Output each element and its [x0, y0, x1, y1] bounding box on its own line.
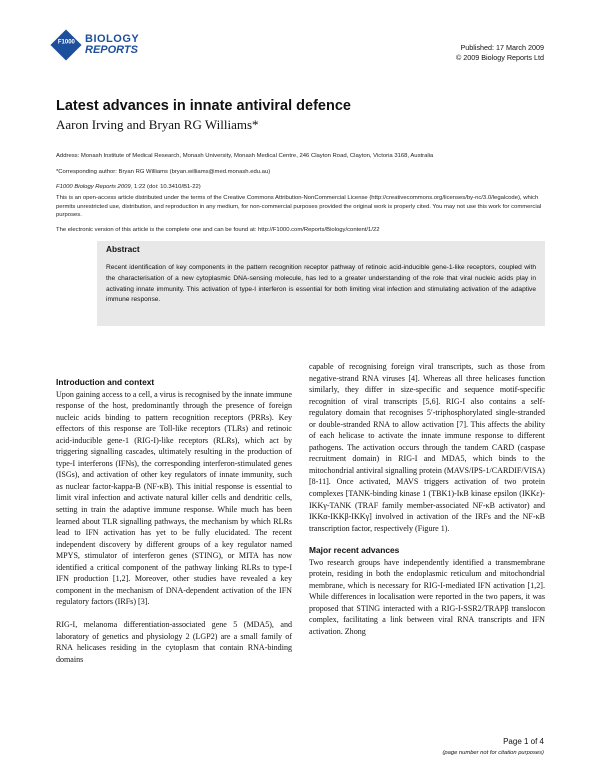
paragraph: Upon gaining access to a cell, a virus is recognised by the innate immune response of the host, predominantly through the presence of foreign nucleic acids binding to pattern recognition receptors (PRRs). Key effectors of this response are Toll-like receptors (TLRs) and retinoic acid-inducible gene-1 (RIG-I)-like receptors (RLRs), which act by triggering signalling cascades, ultimately resulting in the production of type-I interferons (IFNs), the corresponding interferon-stimulated genes (ISGs), and activation of other key regulators of innate immunity, such as nuclear factor-kappa-B (NF-κB). This initial response is essential to limit viral infection and activate natural killer cells and dendritic cells, setting in train the adaptive immune response. While much has been learned about TLR signalling pathways, the mechanism by which RLRs lead to IFN activation has yet to be fully elucidated. The recent independent discovery by different groups of a key regulator named MPYS, stimulator of interferon genes (STING), or MITA has now identified a critical component of the pathway linking RLRs to type-I IFN production [1,2]. Moreover, other studies have revealed a key component in the mechanism of DNA-dependent activation of the IFN regulatory factors (IRFs) [3].: [56, 389, 292, 607]
copyright: © 2009 Biology Reports Ltd: [455, 53, 544, 62]
page-number-note: (page number not for citation purposes): [442, 750, 544, 756]
section-heading-introduction: Introduction and context: [56, 377, 155, 387]
logo-badge-icon: [50, 29, 81, 60]
logo-badge-text: F1000: [57, 39, 75, 46]
electronic-version-note: The electronic version of this article is the complete one and can be found at: http://F1000.com/Reports/Biology/content/1/22: [56, 227, 380, 233]
paragraph: RIG-I, melanoma differentiation-associated gene 5 (MDA5), and laboratory of genetics and physiology 2 (LGP2) are a small family of RNA helicases residing in the cytoplasm that contain RNA-binding domains: [56, 620, 292, 665]
citation-doi: 1:22 (doi: 10.3410/B1-22): [132, 184, 201, 190]
logo-line-2: REPORTS: [85, 44, 138, 56]
logo-line-1: BIOLOGY: [85, 33, 140, 45]
corresponding-author: *Corresponding author: Bryan RG Williams (bryan.williams@med.monash.edu.au): [56, 169, 271, 175]
abstract-heading: Abstract: [106, 244, 140, 254]
published-date: Published: 17 March 2009: [460, 43, 544, 52]
abstract-text: Recent identification of key components in the pattern recognition receptor pathway of retinoic acid-inducible gene-1-like receptors, coupled with the characterisation of a new cytoplasmic DNA-sensing molecule, has led to a greater understanding of the role that viral nucleic acids play in activating innate immunity. This activation of type-I interferon is essential for both limiting viral infection and stimulating activation of the adaptive immune response.: [106, 264, 536, 304]
license-text: This is an open-access article distributed under the terms of the Creative Commons Attribution-NonCommercial License (http://creativecommons.org/licenses/by-nc/3.0/legalcode), which permits unrestricted use, distribution, and reproduction in any medium, for non-commercial purposes provided the original work is properly cited. You may not use this work for commercial purposes.: [56, 195, 542, 219]
publication-info: [456, 43, 544, 63]
section-heading-major-advances: Major recent advances: [309, 545, 400, 556]
journal-logo: [55, 34, 139, 56]
paragraph: capable of recognising foreign viral transcripts, such as those from negative-strand RNA viruses [4]. Whereas all three helicases function similarly, they differ in size-specific and sequence motif-specific recognition of viral transcripts [5,6]. RIG-I also contains a self-regulatory domain that recognises 5′-triphosphorylated single-stranded or double-stranded RNA to allow activation [7]. This affects the ability of each helicase to activate the innate immune response to different pathogens. The activation occurs through the tandem CARD (caspase recruitment domain) in RIG-I and MDA5, which binds to the mitochondrial antiviral signalling protein (MAVS/IPS-1/CARDIF/VISA) [8-11]. Once activated, MAVS triggers activation of two protein complexes [TANK-binding kinase 1 (TBK1)-IκB kinase epsilon (IKKε)-IKKγ-TANK (TRAF family member-associated NF-κB activator) and IKKα-IKKβ-IKKγ] involved in activation of the IRFs and the NF-κB transcription factor, respectively (Figure 1).: [309, 362, 545, 533]
body-column-left: [56, 377, 292, 666]
paragraph: Two research groups have independently identified a transmembrane protein, residing in both the endoplasmic reticulum and mitochondrial membrane, which is necessary for RIG-I-mediated IFN activation [1,2]. While differences in localisation were reported in the two papers, it was proposed that STING interacted with a RIG-I-SSR2/TRAPβ translocon complex, facilitating a link between viral RNA transcripts and IFN activation. Zhong: [309, 557, 545, 636]
author-address: Address: Monash Institute of Medical Research, Monash University, Monash Medical Centre, 246 Clayton Road, Clayton, Victoria 3168, Australia: [56, 153, 434, 159]
page-number: Page 1 of 4: [503, 737, 544, 746]
body-column-right: [309, 361, 545, 638]
citation-journal: F1000 Biology Reports 2009,: [56, 184, 133, 190]
article-title: Latest advances in innate antiviral defence: [56, 98, 351, 114]
citation: [56, 183, 546, 192]
article-authors: Aaron Irving and Bryan RG Williams*: [56, 117, 259, 132]
